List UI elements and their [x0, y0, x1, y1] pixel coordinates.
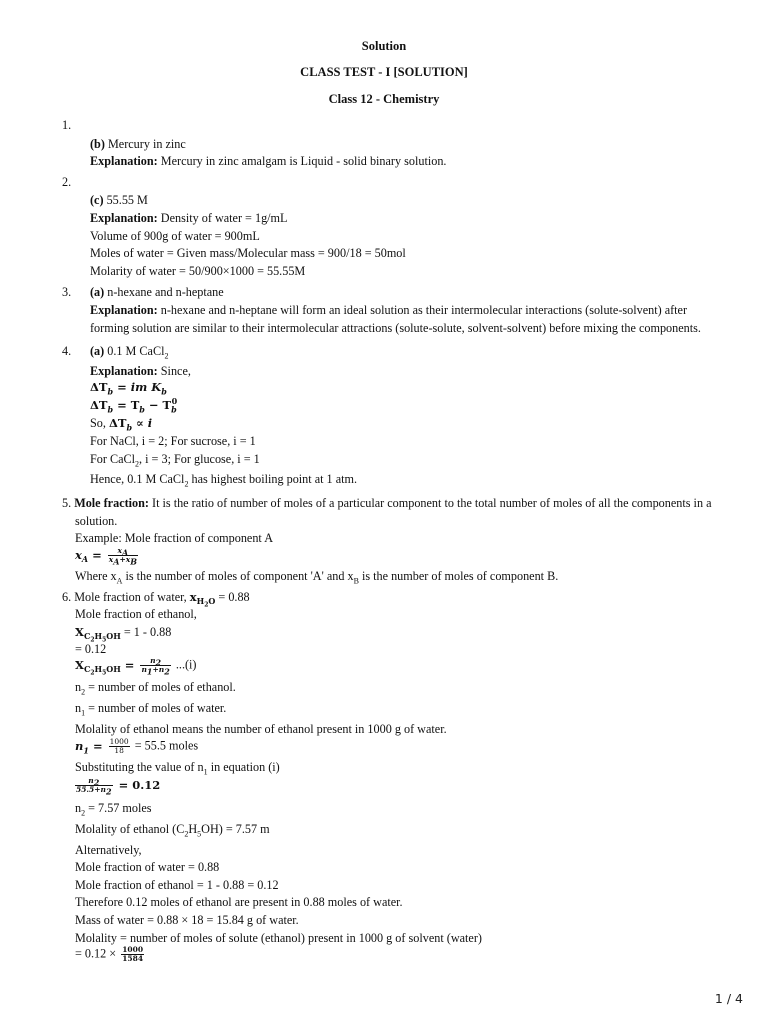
q6-line: $n_2 = 7.57$ moles — [75, 801, 152, 818]
q6-water-fraction: 6. Mole fraction of water, $x_{H_2O} = 0.88$ — [62, 590, 250, 609]
q6-line: Molality of ethanol means the number of ethanol present in 1000 g of water. — [75, 722, 447, 736]
q5-formula: $x_A$ = $\frac{x_A}{x_A+x_B}$ — [75, 546, 137, 567]
q5-definition: 5. Mole fraction: It is the ratio of number of moles of a particular component to the total number of moles of all the components in a — [62, 496, 712, 510]
page-number: 1 / 4 — [714, 991, 743, 1006]
q2-explanation: Explanation: Density of water = 1g/mL — [90, 211, 288, 225]
q1-explanation: Explanation: Mercury in zinc amalgam is Liquid - solid binary solution. — [90, 154, 447, 168]
q6-line: $n_1$ = $\frac{1000}{18}$ = 55.5 moles — [75, 737, 199, 756]
q6-line: Mole fraction of water = 0.88 — [75, 860, 220, 874]
q5-where: Where $x_A$ is the number of moles of component 'A' and $x_B$ is the number of moles of component B. — [75, 569, 559, 586]
q6-line: $\frac{n_2}{55.5+n_2}$ = 0.12 — [76, 776, 161, 797]
q4-number: 4. — [62, 344, 72, 358]
q2-line: Moles of water = Given mass/Molecular mass = 900/18 = 50mol — [90, 246, 406, 260]
q3-explanation: Explanation: n-hexane and n-heptane will form an ideal solution as their intermolecular interactions (solute-solvent) after — [90, 303, 688, 317]
q6-line: = 0.12 × $\frac{1000}{1584}$ — [75, 945, 144, 964]
q2-line: Volume of 900g of water = 900mL — [90, 229, 260, 243]
q6-line: Mass of water = 0.88 × 18 = 15.84 g of water. — [75, 913, 299, 927]
q5-example: Example: Mole fraction of component A — [75, 531, 273, 545]
q4-line: For NaCl, i = 2; For sucrose, i = 1 — [90, 434, 256, 448]
q3-number: 3. — [62, 285, 72, 299]
q1-answer: (b) Mercury in zinc — [90, 137, 186, 151]
q6-line: $n_1$ = number of moles of water. — [75, 701, 227, 718]
q4-answer: (a) 0.1 M CaCl$_2$ — [90, 344, 169, 361]
q6-line: Alternatively, — [75, 843, 142, 857]
q5-definition-cont: solution. — [75, 514, 118, 528]
q6-line: $n_2$ = number of moles of ethanol. — [75, 680, 236, 697]
q2-number: 2. — [62, 175, 72, 189]
q6-line: = 0.12 — [75, 642, 107, 656]
q4-so-line: So, $\Delta T_b \propto i$ — [90, 416, 153, 433]
q2-line: Molarity of water = 50/900×1000 = 55.55M — [90, 264, 306, 278]
q6-line: Molality of ethanol $(C_2H_5OH) = 7.57$ m — [75, 822, 270, 839]
q4-line: For CaCl$_2$, i = 3; For glucose, i = 1 — [90, 452, 260, 469]
q6-line: Mole fraction of ethanol, — [75, 607, 197, 621]
q4-conclusion: Hence, 0.1 M CaCl$_2$ has highest boiling point at 1 atm. — [90, 472, 358, 489]
q6-line: Therefore 0.12 moles of ethanol are present in 0.88 moles of water. — [75, 895, 403, 909]
q2-answer: (c) 55.55 M — [90, 193, 148, 207]
q6-equation-i: $X_{C_2H_5OH}$ = $\frac{n_2}{n_1+n_2}$ ...(i) — [75, 656, 197, 677]
q3-explanation-cont: forming solution are similar to their intermolecular attractions (solute-solute, solvent-solvent) before mixing the components. — [90, 321, 701, 335]
q6-line: Substituting the value of $n_1$ in equation (i) — [75, 760, 280, 777]
q3-answer: (a) n-hexane and n-heptane — [90, 285, 224, 299]
q4-explanation: Explanation: Since, — [90, 364, 191, 378]
q4-equation-2: $\Delta T_b = T_b - T_b^0$ — [90, 396, 178, 415]
doc-subtitle: CLASS TEST - I [SOLUTION] — [300, 65, 468, 79]
q4-equation-1: $\Delta T_b$ = im $K_b$ — [90, 380, 167, 397]
q1-number: 1. — [62, 118, 72, 132]
doc-title: Solution — [361, 39, 407, 53]
q6-line: Molality = number of moles of solute (ethanol) present in 1000 g of solvent (water) — [75, 931, 482, 945]
class-line: Class 12 - Chemistry — [328, 92, 440, 106]
q6-line: $X_{C_2H_5OH} = 1 - 0.88$ — [75, 625, 172, 644]
q6-line: Mole fraction of ethanol = 1 - 0.88 = 0.12 — [75, 878, 279, 892]
